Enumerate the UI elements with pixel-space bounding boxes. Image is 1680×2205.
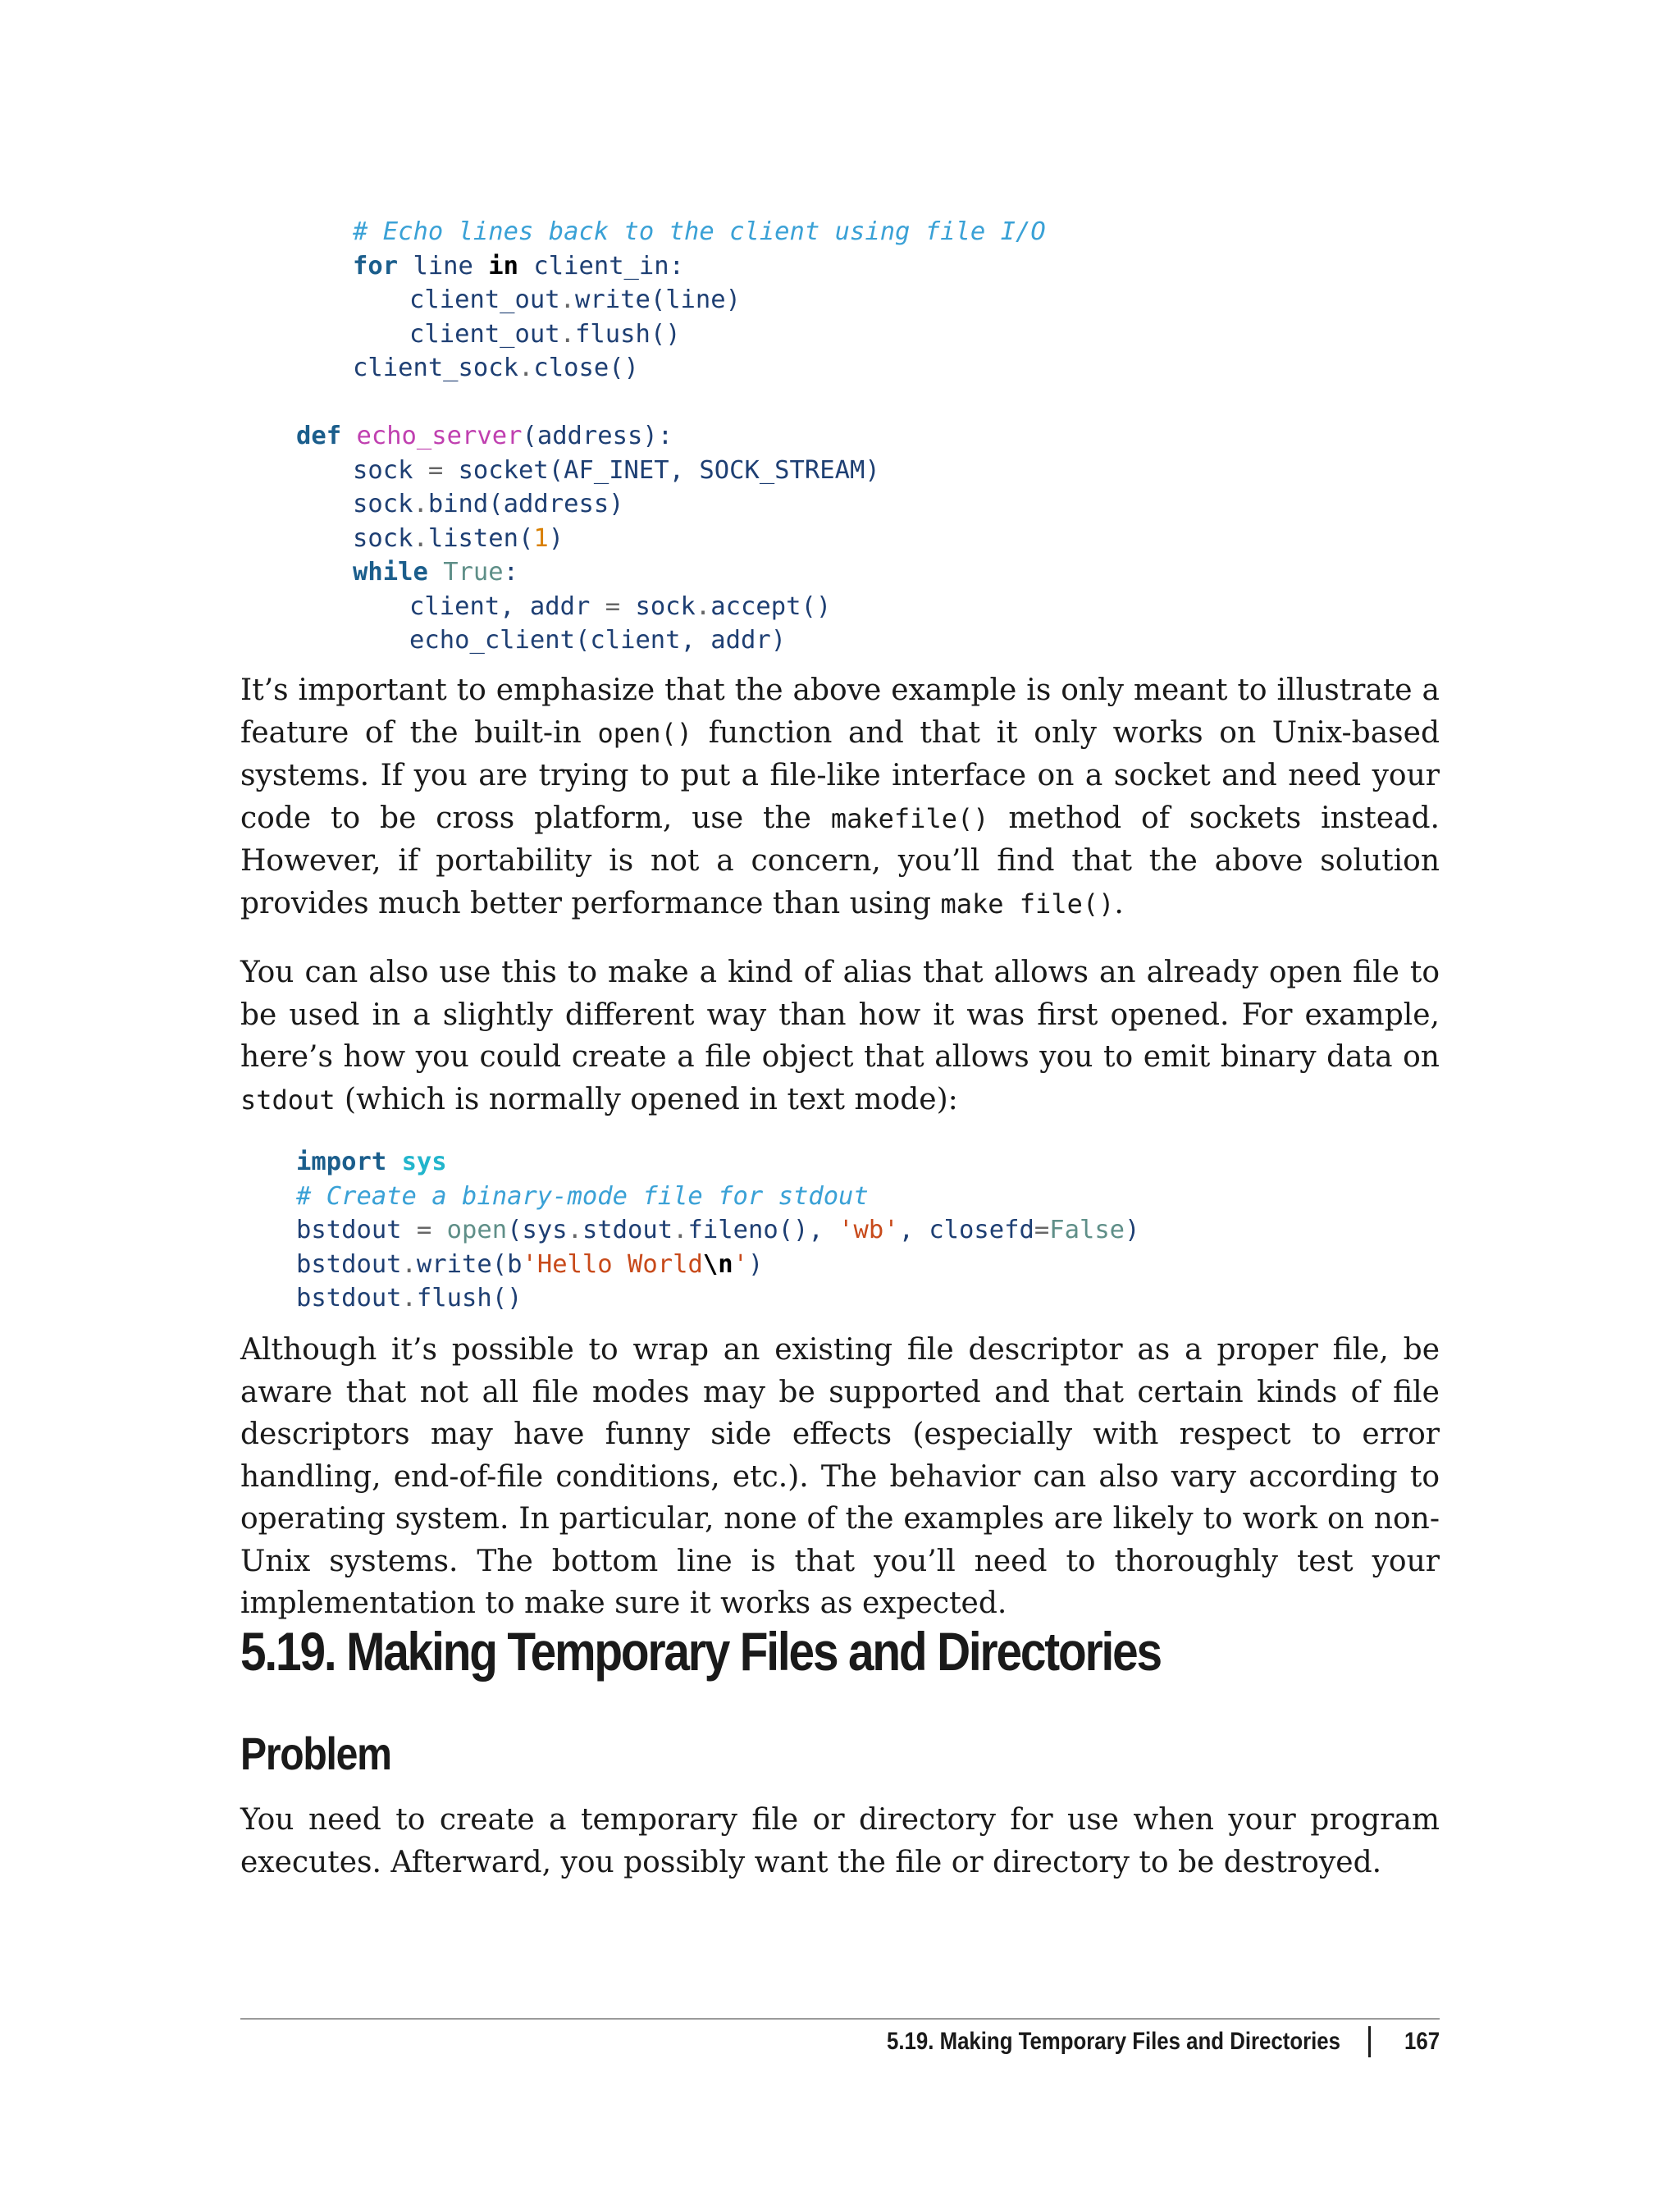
- paragraph-portability-note: [240, 669, 1440, 925]
- code-line: client_sock.close(): [353, 354, 639, 382]
- text-run: (which is normally opened in text mode):: [335, 1082, 958, 1116]
- paragraph-alias-note: [240, 952, 1440, 1121]
- code-line: [240, 1180, 1139, 1214]
- footer-rule: [240, 2018, 1440, 2020]
- text-run: .: [1114, 886, 1124, 920]
- code-comment: # Create a binary-mode file for stdout: [296, 1181, 869, 1211]
- subsection-heading-problem: Problem: [240, 1728, 391, 1779]
- code-block-bstdout: [240, 1145, 1139, 1316]
- code-line: client_out.write(line): [409, 285, 742, 314]
- code-line: sock.listen(1): [353, 523, 564, 553]
- code-line: def echo_server(address):: [296, 422, 673, 450]
- code-line: client, addr = sock.accept(): [409, 591, 832, 621]
- code-line-blank: [240, 386, 1046, 420]
- code-comment: # Echo lines back to the client using file I/O: [353, 217, 1046, 246]
- paragraph-caveats: Although it’s possible to wrap an existing file descriptor as a proper file, be aware that not all file modes may be supported and that certain kinds of file descriptors may have funny side effects (especially with respect to error handling, end-of-file conditions, etc.). The behavior can also vary according to operating system. In particular, none of the examples are likely to work on non-Unix systems. The bottom line is that you’ll need to thoroughly test your implementation to make sure it works as expected.: [240, 1333, 1440, 1620]
- page-footer: [813, 2026, 1440, 2057]
- code-line: [240, 215, 1046, 249]
- inline-code-make-file: make file(): [940, 888, 1115, 920]
- code-line: client_out.flush(): [409, 319, 681, 349]
- code-line: while True:: [353, 558, 519, 587]
- inline-code-makefile: makefile(): [830, 802, 989, 834]
- code-line: bstdout = open(sys.stdout.fileno(), 'wb', closefd=False): [296, 1216, 1140, 1244]
- text-run: method of sockets instead. However, if portability is not a concern, you’ll find that the above solution provides much better performance than using: [240, 801, 1440, 920]
- inline-code-open: open(): [597, 717, 693, 749]
- page-number: 167: [1404, 2028, 1440, 2055]
- section-heading: 5.19. Making Temporary Files and Directories: [240, 1621, 1161, 1682]
- text-run: function and that it only works on Unix-based systems. If you are trying to put a file-like interface on a socket and need your code to be cross platform, use the: [240, 715, 1440, 835]
- paragraph-problem-statement: You need to create a temporary file or directory for use when your program executes. Afterward, you possibly want the file or directory to be destroyed.: [240, 1803, 1440, 1879]
- footer-separator: [1368, 2026, 1371, 2057]
- code-line: import sys: [296, 1148, 447, 1176]
- code-line: bstdout.write(b'Hello World\n'): [296, 1249, 764, 1279]
- code-line: bstdout.flush(): [296, 1284, 523, 1312]
- code-line: sock = socket(AF_INET, SOCK_STREAM): [353, 455, 880, 485]
- code-line: sock.bind(address): [353, 490, 624, 518]
- code-line: for line in client_in:: [353, 251, 685, 281]
- inline-code-stdout: stdout: [240, 1084, 336, 1116]
- text-run: It’s important to emphasize that the above example is only meant to illustrate a feature of the built-in: [240, 673, 1440, 750]
- footer-running-title: 5.19. Making Temporary Files and Directories: [886, 2028, 1340, 2055]
- code-block-echo-server: [240, 215, 1046, 658]
- code-line: echo_client(client, addr): [409, 626, 787, 655]
- text-run: You can also use this to make a kind of alias that allows an already open file to be used in a slightly different way than how it was first opened. For example, here’s how you could create a file object that allows you to emit binary data on: [240, 956, 1440, 1074]
